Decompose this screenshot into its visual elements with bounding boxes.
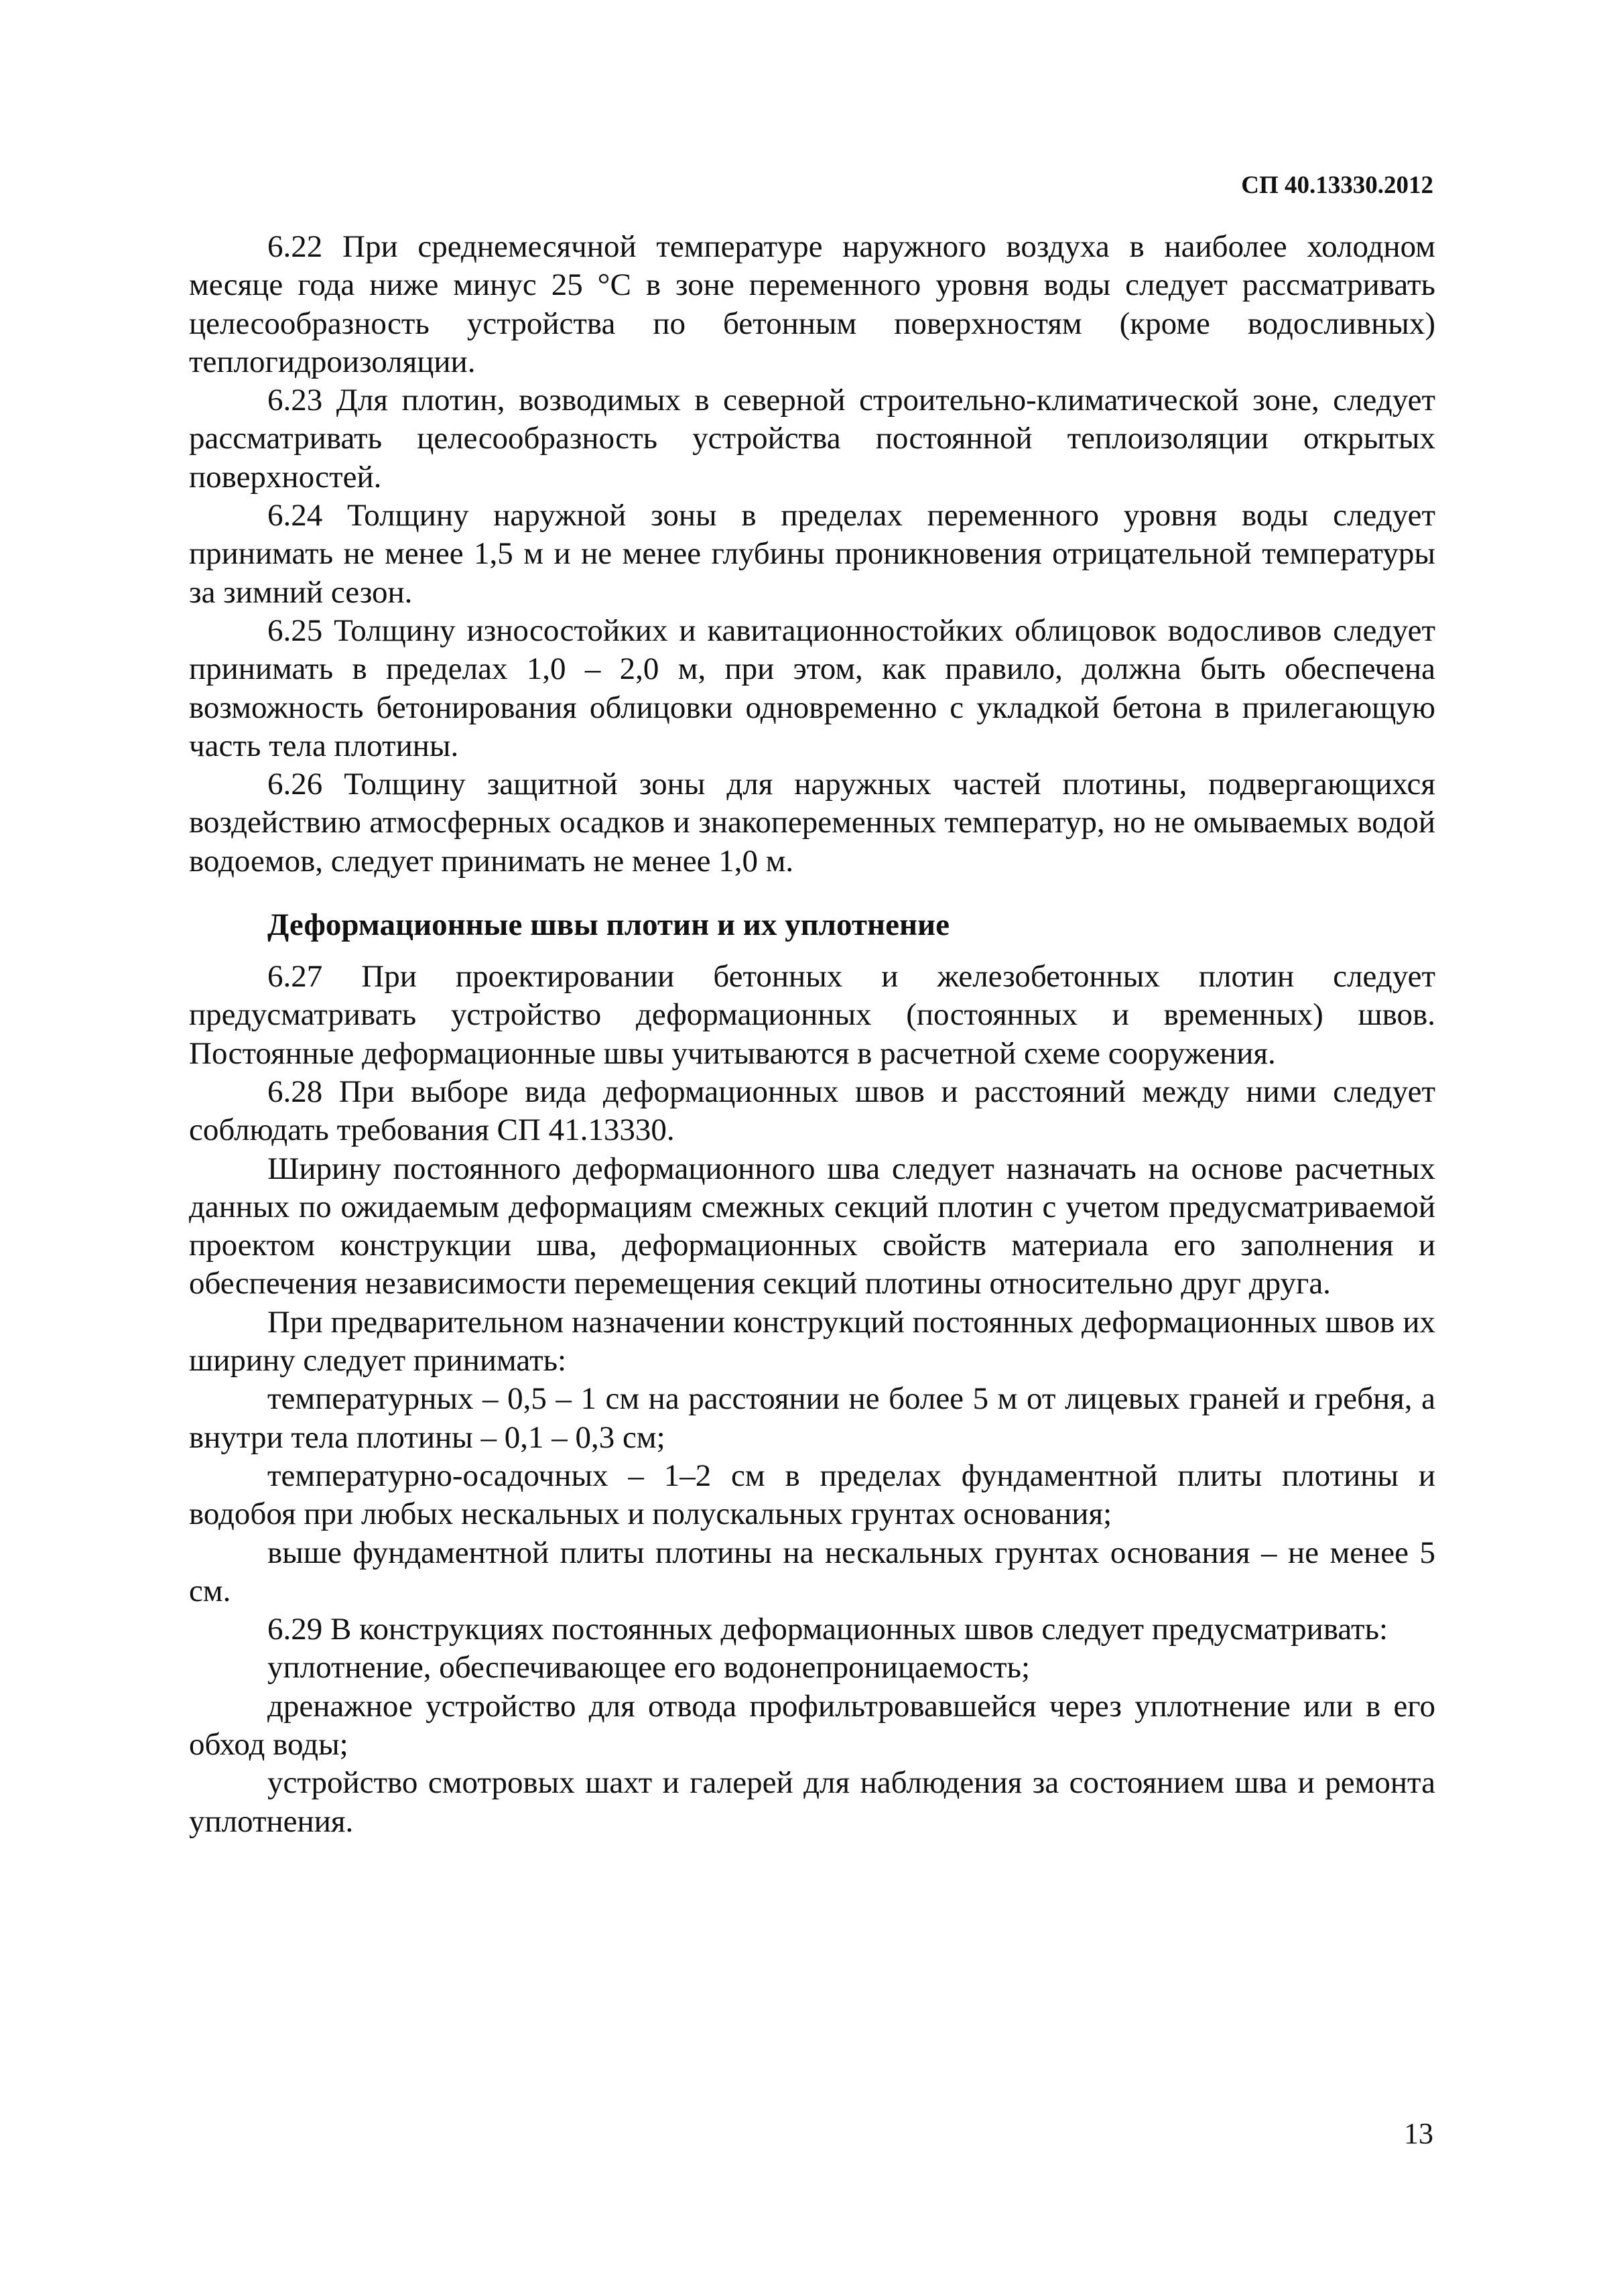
paragraph-6-25: 6.25 Толщину износостойких и кавитационностойких облицовок водосливов следует принимать в пределах 1,0 – 2,0 м, при этом, как правило, должна быть обеспечена возможность бетонирования облицовки одновременно с укладкой бетона в прилегающую часть тела плотины. [189, 613, 1435, 763]
paragraph-6-23: 6.23 Для плотин, возводимых в северной строительно-климатической зоне, следует рассматривать целесообразность устройства постоянной теплоизоляции открытых поверхностей. [189, 383, 1435, 495]
document-code-header: СП 40.13330.2012 [1241, 172, 1433, 199]
paragraph-6-28: 6.28 При выборе вида деформационных швов и расстояний между ними следует соблюдать требования СП 41.13330. [189, 1074, 1435, 1148]
list-item-above-foundation: выше фундаментной плиты плотины на нескальных грунтах основания – не менее 5 см. [189, 1535, 1435, 1608]
page-number: 13 [1404, 2117, 1433, 2150]
list-item-sealing: уплотнение, обеспечивающее его водонепроницаемость; [267, 1650, 1031, 1685]
paragraph-joint-width: Ширину постоянного деформационного шва следует назначать на основе расчетных данных по ожидаемым деформациям смежных секций плотин с учетом предусматриваемой проектом конструкции шва, деформационных свойств материала его заполнения и обеспечения независимости перемещения секций плотины относительно друг друга. [189, 1151, 1435, 1301]
paragraph-6-29: 6.29 В конструкциях постоянных деформационных швов следует предусматривать: [267, 1612, 1388, 1647]
paragraph-6-27: 6.27 При проектировании бетонных и железобетонных плотин следует предусматривать устройство деформационных (постоянных и временных) швов. Постоянные деформационные швы учитываются в расчетной схеме сооружения. [189, 959, 1435, 1071]
list-item-temperature-settlement: температурно-осадочных – 1–2 см в пределах фундаментной плиты плотины и водобоя при любых нескальных и полускальных грунтах основания; [189, 1458, 1435, 1532]
section-heading: Деформационные швы плотин и их уплотнение [267, 907, 950, 943]
list-item-drainage: дренажное устройство для отвода профильтровавшейся через уплотнение или в его обход воды; [189, 1688, 1435, 1762]
document-body [189, 228, 1435, 1841]
paragraph-preliminary-width: При предварительном назначении конструкций постоянных деформационных швов их ширину следует принимать: [189, 1304, 1435, 1379]
list-item-temperature: температурных – 0,5 – 1 см на расстоянии не более 5 м от лицевых граней и гребня, а внутри тела плотины – 0,1 – 0,3 см; [189, 1381, 1435, 1455]
paragraph-6-24: 6.24 Толщину наружной зоны в пределах переменного уровня воды следует принимать не менее 1,5 м и не менее глубины проникновения отрицательной температуры за зимний сезон. [189, 498, 1435, 610]
paragraph-6-22: 6.22 При среднемесячной температуре наружного воздуха в наиболее холодном месяце года ниже минус 25 °С в зоне переменного уровня воды следует рассматривать целесообразность устройства по бетонным поверхностям (кроме водосливных) теплогидроизоляции. [189, 229, 1435, 379]
list-item-inspection-shafts: устройство смотровых шахт и галерей для наблюдения за состоянием шва и ремонта уплотнения. [189, 1765, 1435, 1839]
paragraph-6-26: 6.26 Толщину защитной зоны для наружных частей плотины, подвергающихся воздействию атмосферных осадков и знакопеременных температур, но не омываемых водой водоемов, следует принимать не менее 1,0 м. [189, 767, 1435, 879]
